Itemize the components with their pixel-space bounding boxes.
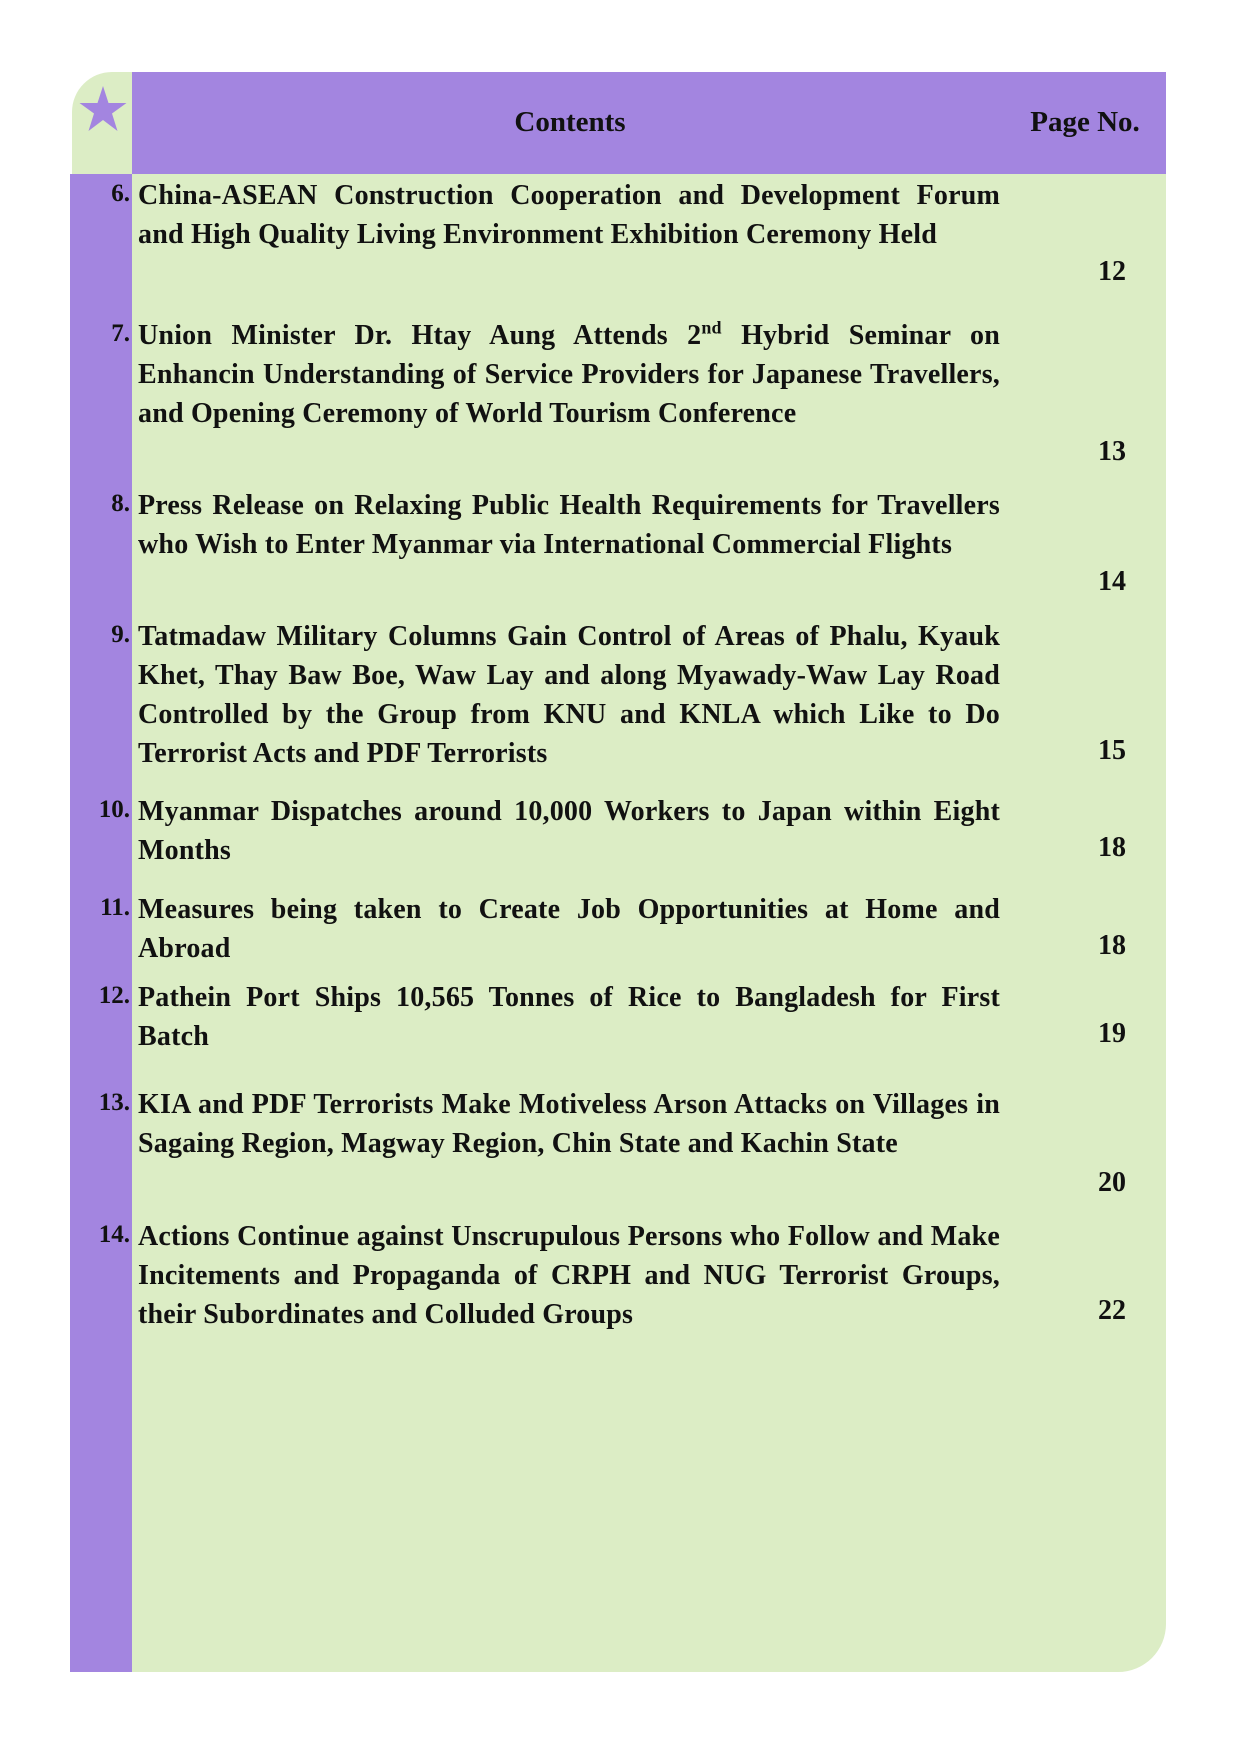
entry-page-number: 18: [1098, 832, 1126, 863]
entry-title[interactable]: KIA and PDF Terrorists Make Motiveless Arson Attacks on Villages in Sagaing Region, Magway Region, Chin State and Kachin State: [138, 1089, 1000, 1159]
entry-number: 11.: [100, 894, 130, 921]
entry-page-number: 20: [1098, 1167, 1126, 1198]
entry-page-number: 14: [1098, 566, 1126, 597]
superscript-text: nd: [701, 317, 722, 338]
left-purple-column: [70, 174, 132, 1672]
entry-page-number: 18: [1098, 930, 1126, 961]
entry-title-text: Union Minister Dr. Htay Aung Attends 2: [138, 320, 702, 351]
entry-number: 6.: [111, 180, 130, 207]
entry-number: 12.: [98, 982, 130, 1009]
entry-number: 14.: [98, 1221, 130, 1248]
entry-number: 8.: [111, 490, 130, 517]
entry-title[interactable]: Pathein Port Ships 10,565 Tonnes of Rice to Bangladesh for First Batch: [138, 982, 1000, 1052]
entry-title[interactable]: Measures being taken to Create Job Opportunities at Home and Abroad: [138, 894, 1000, 964]
entry-title[interactable]: Myanmar Dispatches around 10,000 Workers to Japan within Eight Months: [138, 796, 1000, 866]
entry-page-number: 13: [1098, 436, 1126, 467]
entry-title[interactable]: Press Release on Relaxing Public Health Requirements for Travellers who Wish to Enter Myanmar via International Commercial Flights: [138, 490, 1000, 560]
entry-number: 7.: [111, 320, 130, 347]
entry-title[interactable]: Actions Continue against Unscrupulous Persons who Follow and Make Incitements and Propaganda of CRPH and NUG Terrorist Groups, their Subordinates and Colluded Groups: [138, 1221, 1000, 1330]
entry-title-text: Hybrid Seminar on Enhancin Understanding of Service Providers for Japanese Travellers, and Opening Ceremony of World Tourism Conference: [138, 320, 1000, 429]
contents-panel: [72, 72, 1166, 1672]
entry-page-number: 22: [1098, 1295, 1126, 1326]
entry-page-number: 12: [1098, 256, 1126, 287]
page-no-heading: Page No.: [1030, 106, 1140, 138]
entry-number: 13.: [98, 1089, 130, 1116]
entry-number: 9.: [111, 621, 130, 648]
entry-number: 10.: [98, 796, 130, 823]
contents-heading: Contents: [514, 106, 626, 138]
entry-page-number: 15: [1098, 735, 1126, 766]
star-icon: [78, 84, 128, 134]
entry-page-number: 19: [1098, 1018, 1126, 1049]
entry-title[interactable]: [138, 316, 1000, 433]
entry-title[interactable]: China-ASEAN Construction Cooperation and Development Forum and High Quality Living Environment Exhibition Ceremony Held: [138, 180, 1000, 250]
entry-title[interactable]: Tatmadaw Military Columns Gain Control of Areas of Phalu, Kyauk Khet, Thay Baw Boe, Waw Lay and along Myawady-Waw Lay Road Controlled by the Group from KNU and KNLA which Like to Do Terrorist Acts and PDF Terrorists: [138, 621, 1000, 769]
